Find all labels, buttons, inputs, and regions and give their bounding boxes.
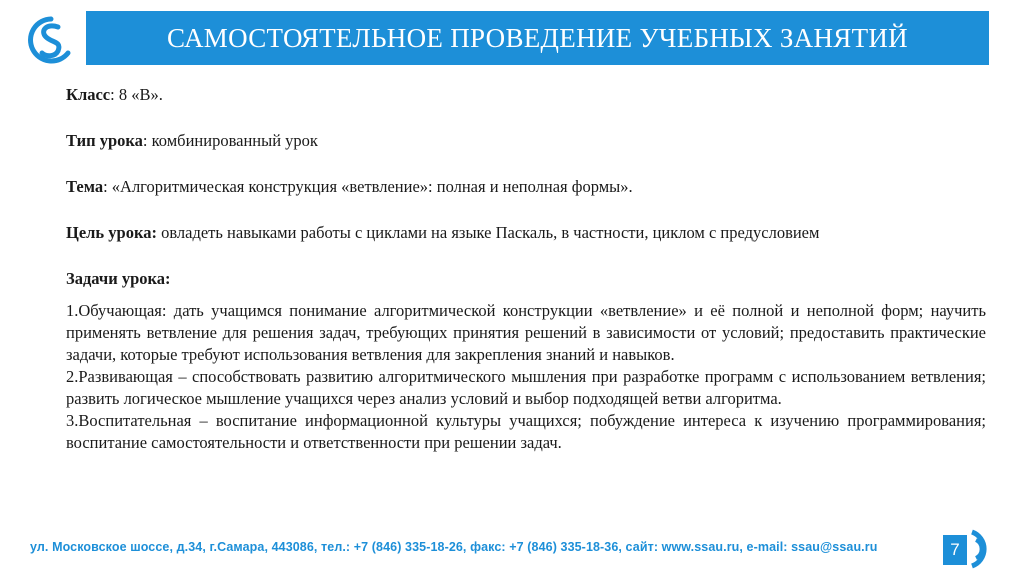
class-value: : 8 «В». xyxy=(110,85,163,104)
goal-label: Цель урока: xyxy=(66,223,157,242)
lesson-type-line xyxy=(66,130,986,152)
tasks-heading: Задачи урока: xyxy=(66,269,171,288)
lesson-type-label: Тип урока xyxy=(66,131,143,150)
goal-line xyxy=(66,222,986,244)
footer-contacts: ул. Московское шоссе, д.34, г.Самара, 443086, тел.: +7 (846) 335-18-26, факс: +7 (846) 335-18-36, сайт: www.ssau.ru, e-mail: ssau@ssau.ru xyxy=(30,540,878,554)
topic-value: : «Алгоритмическая конструкция «ветвление»: полная и неполная формы». xyxy=(103,177,633,196)
task-developmental: 2.Развивающая – способствовать развитию алгоритмического мышления при разработке программ с использованием ветвления; развить логическое мышление учащихся через анализ условий и выбор подходящей ветви алгоритма. xyxy=(66,367,986,408)
class-label: Класс xyxy=(66,85,111,104)
topic-line xyxy=(66,176,986,198)
header-bar xyxy=(86,11,989,65)
topic-label: Тема xyxy=(66,177,104,196)
class-line xyxy=(66,84,986,106)
lesson-type-value: : комбинированный урок xyxy=(142,131,318,150)
ssau-logo-icon xyxy=(968,528,996,570)
task-educational: 1.Обучающая: дать учащимся понимание алгоритмической конструкции «ветвление» и её полной и неполной форм; научить применять ветвление для решения задач, требующих принятия решений в зависимости от условий; предоставить практические задачи, которые требуют использования ветвления для закрепления знаний и навыков. xyxy=(66,301,986,364)
goal-value: овладеть навыками работы с циклами на языке Паскаль, в частности, циклом с предусловием xyxy=(156,223,820,242)
page-title: САМОСТОЯТЕЛЬНОЕ ПРОВЕДЕНИЕ УЧЕБНЫХ ЗАНЯТИЙ xyxy=(167,22,908,53)
page-number: 7 xyxy=(943,535,967,565)
ssau-logo-icon xyxy=(28,15,74,65)
task-upbringing: 3.Воспитательная – воспитание информационной культуры учащихся; побуждение интереса к изучению программирования; воспитание самостоятельности и ответственности при решении задач. xyxy=(66,411,986,452)
lesson-content xyxy=(66,84,986,454)
